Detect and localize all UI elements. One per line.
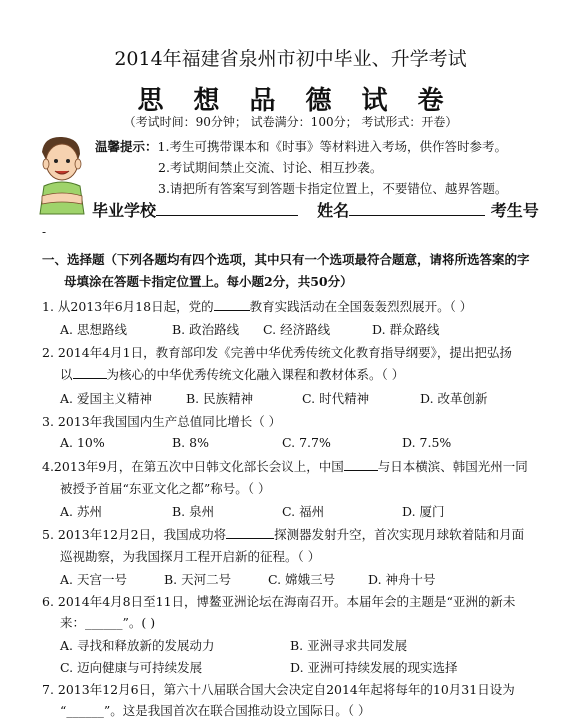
question-text: 5. 2013年12月2日，我国成功将 [42,527,227,542]
name-label: 姓名 [317,201,350,220]
question-text: 为核心的中华优秀传统文化融入课程和教材体系。（ ） [106,367,405,382]
question-4 [42,457,528,475]
question-6: 6. 2014年4月8日至11日，博鳌亚洲论坛在海南召开。本届年会的主题是“亚洲的新未 [42,594,516,609]
option-b: B. 政治路线 [172,322,240,337]
tip-item: 2.考试期间禁止交流、讨论、相互抄袭。 [158,160,383,175]
option-b: B. 泉州 [172,504,215,519]
section-heading: 一、选择题（下列各题均有四个选项，其中只有一个选项最符合题意，请将所选答案的字 [42,252,530,267]
school-label: 毕业学校 [92,201,157,220]
student-cartoon-icon [32,134,90,216]
option-d: D. 7.5% [402,435,452,450]
option-d: D. 改革创新 [420,391,488,406]
option-c: C. 7.7% [282,435,331,450]
option-c: C. 经济路线 [263,322,331,337]
question-7: 7. 2013年12月6日，第六十八届联合国大会决定自2014年起将每年的10月31日设为 [42,682,515,697]
option-b: B. 民族精神 [186,391,254,406]
id-fields-row [92,198,539,221]
section-heading-cont: 母填涂在答题卡指定位置上。每小题2分，共50分） [64,274,353,289]
option-a: A. 思想路线 [60,322,127,337]
exam-subject: 思想品德试卷 [137,86,474,116]
option-c: C. 福州 [282,504,325,519]
option-b: B. 天河二号 [164,572,232,587]
question-text: 以 [60,367,73,382]
question-3: 3. 2013年我国国内生产总值同比增长（ ） [42,414,282,429]
question-1 [42,297,472,315]
option-b: B. 8% [172,435,209,450]
option-d: D. 厦门 [402,504,445,519]
school-field[interactable] [156,201,298,216]
question-4-cont: 被授予首届“东亚文化之都”称号。（ ） [60,481,271,496]
option-a: A. 苏州 [60,504,102,519]
question-text: 与日本横滨、韩国光州一同 [377,459,528,474]
option-c: C. 嫦娥三号 [268,572,336,587]
answer-blank [214,298,250,311]
option-a: A. 爱国主义精神 [60,391,152,406]
option-c: C. 迈向健康与可持续发展 [60,660,203,675]
question-text: 1. 从2013年6月18日起，党的 [42,299,214,314]
option-a: A. 10% [60,435,105,450]
question-text: 教育实践活动在全国轰轰烈烈展开。（ ） [249,299,473,314]
answer-blank [344,458,378,471]
option-a: A. 寻找和释放新的发展动力 [60,638,215,653]
option-a: A. 天宫一号 [60,572,127,587]
question-2-cont [60,365,404,383]
option-d: D. 群众路线 [372,322,440,337]
option-b: B. 亚洲寻求共同发展 [290,638,408,653]
answer-blank [73,366,107,379]
tip-item: 1.考生可携带课本和《时事》等材料进入考场，供作答时参考。 [157,139,507,154]
exam-no-label: 考生号 [490,201,539,220]
question-6-cont: 来：______”。( ) [60,615,156,630]
tip-item: 3.请把所有答案写到答题卡指定位置上，不要错位、越界答题。 [158,181,508,196]
question-text: 4.2013年9月，在第五次中日韩文化部长会议上，中国 [42,459,344,474]
question-text: 探测器发射升空，首次实现月球软着陆和月面 [274,527,525,542]
answer-blank [226,526,274,539]
tips-label: 温馨提示： [95,139,158,154]
tips-line-1 [95,137,507,155]
stray-mark: - [42,225,47,239]
question-2: 2. 2014年4月1日，教育部印发《完善中华优秀传统文化教育指导纲要》，提出把弘扬 [42,345,512,360]
name-field[interactable] [349,201,485,216]
option-d: D. 亚洲可持续发展的现实选择 [290,660,458,675]
question-5-cont: 巡视勘察，为我国探月工程开启新的征程。（ ） [60,549,321,564]
option-d: D. 神舟十号 [368,572,436,587]
question-7-cont: “______”。这是我国首次在联合国推动设立国际日。（ ） [60,703,371,718]
exam-title: 2014年福建省泉州市初中毕业、升学考试 [114,48,467,70]
question-5 [42,525,524,543]
exam-info: （考试时间：90分钟； 试卷满分：100分； 考试形式：开卷） [123,115,458,129]
option-c: C. 时代精神 [302,391,370,406]
